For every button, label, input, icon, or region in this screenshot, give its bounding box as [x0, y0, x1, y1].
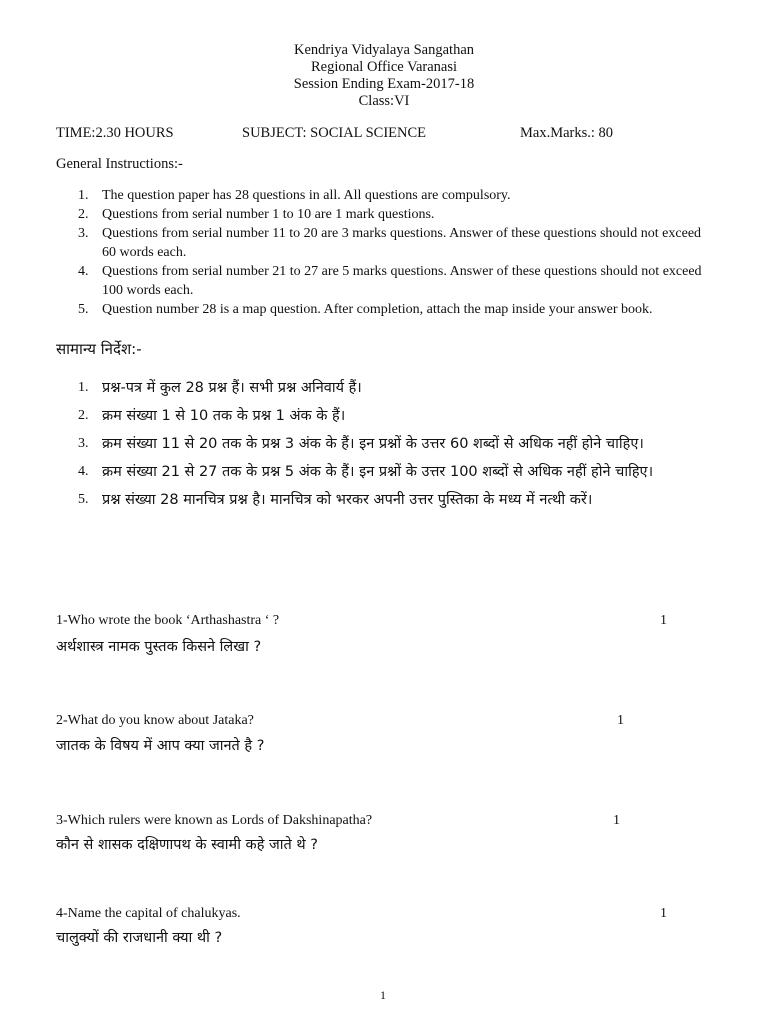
hindi-instruction-item [56, 374, 716, 402]
question-2-marks: 1 [617, 713, 624, 728]
instruction-number: 3. [78, 226, 89, 241]
hindi-instruction-item [56, 402, 716, 430]
organization-name: Kendriya Vidyalaya Sangathan [293, 42, 475, 58]
question-1-marks: 1 [660, 613, 667, 628]
exam-title: Session Ending Exam-2017-18 [293, 76, 475, 92]
instruction-text: The question paper has 28 questions in all. All questions are compulsory. [102, 188, 511, 203]
instruction-number: 4. [78, 264, 89, 279]
instruction-item [56, 186, 716, 205]
instruction-item [56, 262, 716, 300]
class-label: Class:VI [358, 93, 410, 109]
instruction-number: 3. [78, 436, 89, 451]
instruction-number: 1. [78, 380, 89, 395]
instruction-number: 2. [78, 408, 89, 423]
hindi-instructions-heading: सामान्य निर्देश:- [56, 340, 142, 358]
instruction-text: प्रश्न-पत्र में कुल 28 प्रश्न हैं। सभी प्रश्न अनिवार्य हैं। [102, 380, 362, 396]
hindi-instruction-item [56, 486, 716, 514]
question-2-english: 2-What do you know about Jataka? [56, 713, 254, 728]
instruction-item [56, 224, 716, 262]
question-4-marks: 1 [660, 906, 667, 921]
hindi-instruction-item [56, 458, 716, 486]
question-1-hindi: अर्थशास्त्र नामक पुस्तक किसने लिखा ? [56, 639, 262, 655]
question-3-marks: 1 [613, 813, 620, 828]
question-3-english: 3-Which rulers were known as Lords of Dakshinapatha? [56, 813, 373, 828]
hindi-instruction-item [56, 430, 716, 458]
instruction-item [56, 205, 716, 224]
question-3-hindi: कौन से शासक दक्षिणापथ के स्वामी कहे जाते थे ? [56, 837, 318, 853]
regional-office: Regional Office Varanasi [310, 59, 458, 75]
english-instructions-list [56, 186, 716, 319]
instruction-text: प्रश्न संख्या 28 मानचित्र प्रश्न है। मानचित्र को भरकर अपनी उत्तर पुस्तिका के मध्य में नत्थी करें। [102, 492, 593, 508]
instruction-text: Question number 28 is a map question. After completion, attach the map inside your answer book. [102, 302, 653, 317]
instruction-number: 5. [78, 492, 89, 507]
page-number: 1 [380, 988, 386, 1002]
time-label: TIME:2.30 HOURS [56, 125, 174, 141]
instruction-text: क्रम संख्या 11 से 20 तक के प्रश्न 3 अंक के हैं। इन प्रश्नों के उत्तर 60 शब्दों से अधिक नहीं होने चाहिए। [102, 436, 644, 452]
max-marks-label: Max.Marks.: 80 [520, 125, 614, 141]
instruction-number: 5. [78, 302, 89, 317]
instruction-text: Questions from serial number 11 to 20 are 3 marks questions. Answer of these questions should not exceed 60 words each. [102, 226, 702, 260]
instruction-number: 4. [78, 464, 89, 479]
question-4-hindi: चालुक्यों की राजधानी क्या थी ? [56, 930, 223, 946]
hindi-instructions-list [56, 374, 716, 514]
instruction-number: 1. [78, 188, 89, 203]
question-1-english: 1-Who wrote the book ‘Arthashastra ‘ ? [56, 613, 280, 628]
instruction-text: Questions from serial number 1 to 10 are 1 mark questions. [102, 207, 435, 222]
subject-label: SUBJECT: SOCIAL SCIENCE [242, 125, 427, 141]
instruction-item [56, 300, 716, 319]
instruction-text: क्रम संख्या 21 से 27 तक के प्रश्न 5 अंक के हैं। इन प्रश्नों के उत्तर 100 शब्दों से अधिक नहीं होने चाहिए। [102, 464, 654, 480]
instruction-text: क्रम संख्या 1 से 10 तक के प्रश्न 1 अंक के हैं। [102, 408, 346, 424]
instruction-number: 2. [78, 207, 89, 222]
exam-header [0, 42, 768, 110]
question-2-hindi: जातक के विषय में आप क्या जानते है ? [56, 738, 265, 754]
instruction-text: Questions from serial number 21 to 27 are 5 marks questions. Answer of these questions should not exceed 100 words each. [102, 264, 702, 298]
general-instructions-heading: General Instructions:- [56, 156, 183, 172]
question-4-english: 4-Name the capital of chalukyas. [56, 906, 241, 921]
